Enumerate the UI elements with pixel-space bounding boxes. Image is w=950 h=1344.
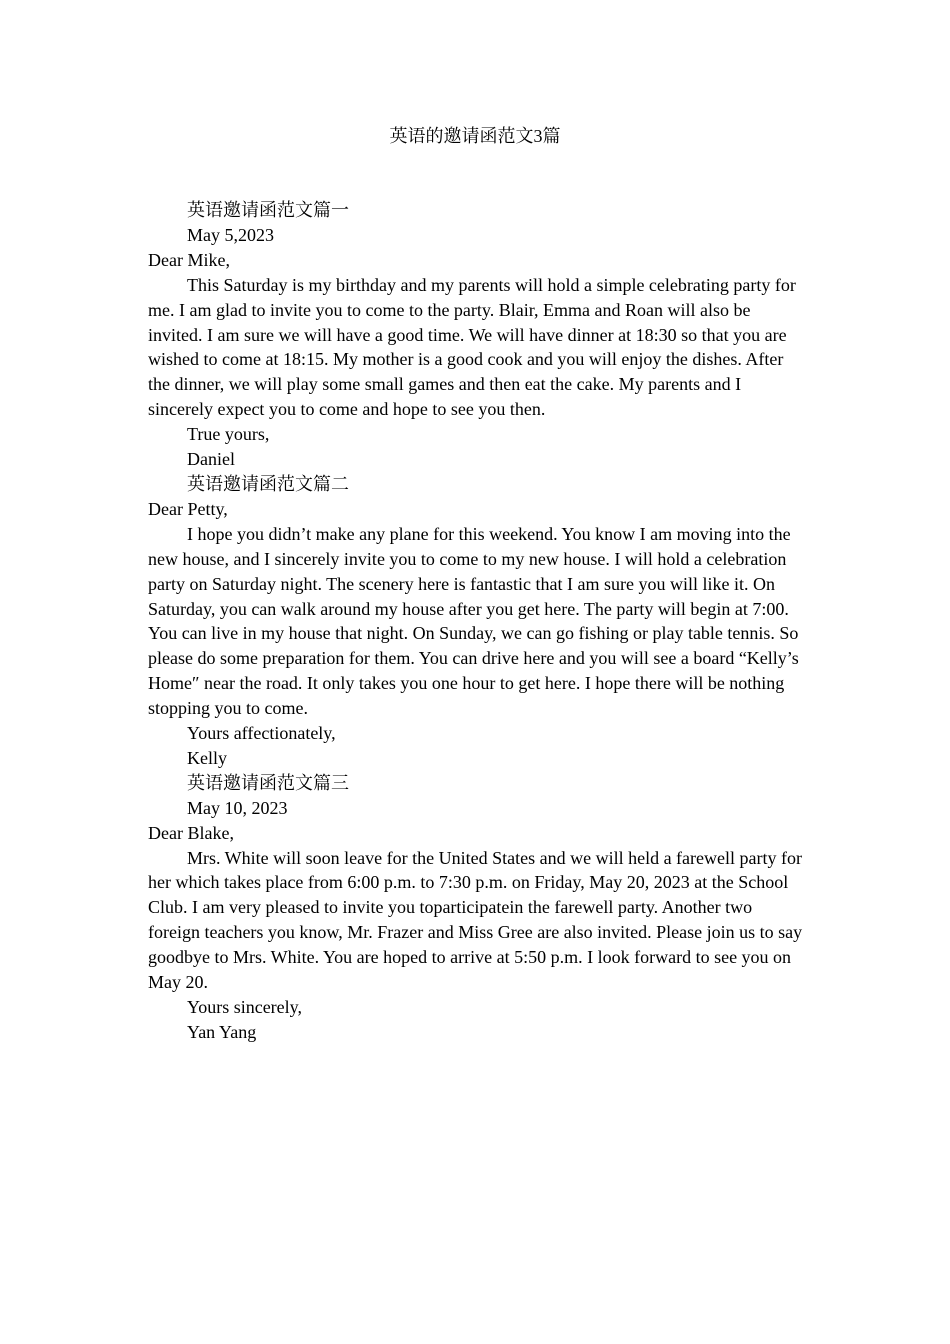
letter-3-body: Mrs. White will soon leave for the United States and we will held a farewell party for her which takes place from 6:00 p.m. to 7:30 p.m. on Friday, May 20, 2023 at the School Club. I am very pleased to invite you toparticipatein the farewell party. Another two foreign teachers you know, Mr. Frazer and Miss Gree are also invited. Please join us to say goodbye to Mrs. White. You are hoped to arrive at 5:50 p.m. I look forward to see you on May 20. bbox=[148, 847, 803, 993]
letter-2-heading: 英语邀请函范文篇二 bbox=[187, 473, 349, 494]
letter-2-salutation: Dear Petty, bbox=[148, 498, 228, 519]
letter-2-closing: Yours affectionately, bbox=[187, 723, 336, 744]
letter-3-signature: Yan Yang bbox=[187, 1021, 257, 1042]
letter-1-closing: True yours, bbox=[187, 424, 270, 445]
letter-3-date: May 10, 2023 bbox=[187, 797, 288, 818]
letter-3-closing: Yours sincerely, bbox=[187, 997, 302, 1017]
letter-2-signature: Kelly bbox=[187, 747, 227, 768]
letter-3-salutation: Dear Blake, bbox=[148, 822, 234, 843]
letter-1-date: May 5,2023 bbox=[187, 224, 274, 245]
letter-1-heading: 英语邀请函范文篇一 bbox=[187, 200, 349, 220]
letter-3-heading: 英语邀请函范文篇三 bbox=[187, 772, 349, 793]
letter-1-body: This Saturday is my birthday and my parents will hold a simple celebrating party for me. I am glad to invite you to come to the party. Blair, Emma and Roan will also be invited. I am sure we will have a good time. We will have dinner at 18:30 so that you are wished to come at 18:15. My mother is a good cook and you will enjoy the dishes. After the dinner, we will play some small games and then eat the cake. My parents and I sincerely expect you to come and hope to see you then. bbox=[148, 274, 796, 420]
document-body bbox=[148, 198, 808, 1045]
letter-1-salutation: Dear Mike, bbox=[148, 249, 230, 270]
letter-2-body: I hope you didn’t make any plane for this weekend. You know I am moving into the new house, and I sincerely invite you to come to my new house. I will hold a celebration party on Saturday night. The scenery here is fantastic that I am sure you will like it. On Saturday, you can walk around my house after you get here. The party will begin at 7:00. You can live in my house that night. On Sunday, we can go fishing or play table tennis. So please do some preparation for them. You can drive here and you will see a board “Kelly’s Home″ near the road. It only takes you one hour to get here. I hope there will be nothing stopping you to come. bbox=[148, 523, 799, 719]
letter-1-signature: Daniel bbox=[187, 449, 235, 470]
document-title: 英语的邀请函范文3篇 bbox=[389, 126, 561, 146]
